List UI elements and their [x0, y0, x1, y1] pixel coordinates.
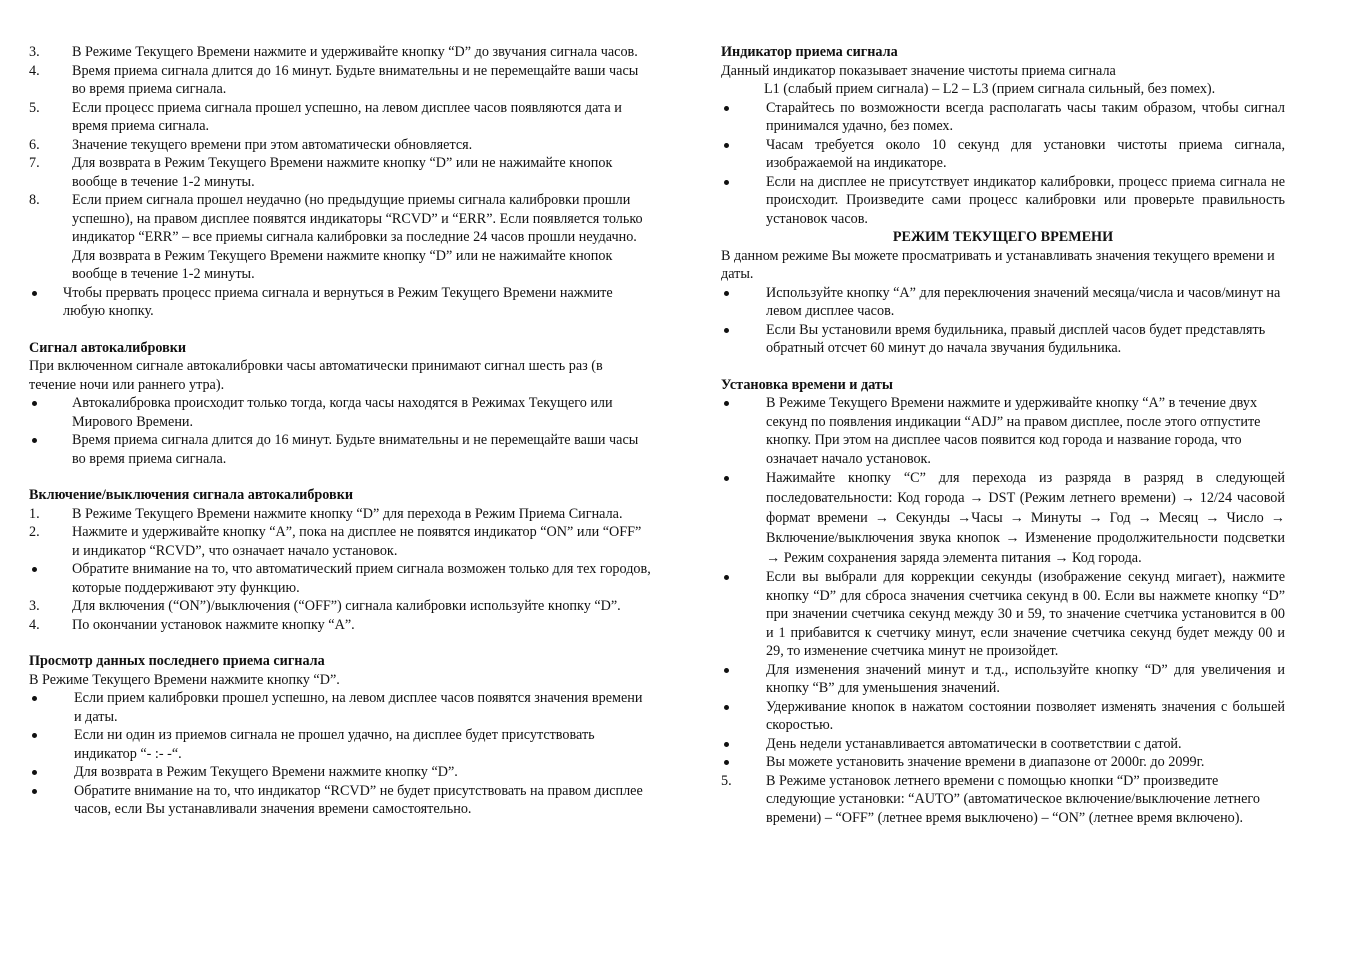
section-heading: Просмотр данных последнего приема сигнала: [29, 653, 325, 669]
bullet-icon: [32, 696, 37, 701]
list-item: 7. Для возврата в Режим Текущего Времени нажмите кнопку “D” или не нажимайте кнопок вообще в течение 1-2 минуты.: [29, 155, 613, 190]
bullet-icon: [724, 668, 729, 673]
bullet-item: Старайтесь по возможности всегда располагать часы таким образом, чтобы сигнал принимался удачно, без помех.: [721, 99, 1285, 136]
bullet-icon: [724, 106, 729, 111]
bullet-icon: [32, 438, 37, 443]
bullet-item: Если ни один из приемов сигнала не прошел удачно, на дисплее будет присутствовать индикатор “- :- -“.: [29, 726, 651, 763]
bullet-item: Нажимайте кнопку “C” для перехода из разряда в разряд в следующей последовательности: Код города → DST (Режим летнего времени) → 12/24 часовой формат времени → Секунды →Часы → Минуты → Год → Месяц → Число → Включение/выключения звука кнопок → Изменение продолжительности подсветки → Режим сохранения заряда элемента питания → Код города.: [721, 468, 1285, 568]
bullet-icon: [724, 401, 729, 406]
list-item: 4. По окончании установок нажмите кнопку “A”.: [29, 616, 355, 633]
bullet-item: Чтобы прервать процесс приема сигнала и вернуться в Режим Текущего Времени нажмите любую кнопку.: [29, 284, 651, 321]
section-heading: Индикатор приема сигнала: [721, 44, 898, 60]
bullet-item: Автокалибровка происходит только тогда, когда часы находятся в Режимах Текущего или Мирового Времени.: [29, 394, 651, 431]
bullet-item: В Режиме Текущего Времени нажмите и удерживайте кнопку “A” в течение двух секунд по появления индикации “ADJ” на правом дисплее, после этого отпустите кнопку. При этом на дисплее часов появится код города и название города, что означает начало установок.: [721, 394, 1285, 468]
bullet-icon: [32, 770, 37, 775]
bullet-item: Если вы выбрали для коррекции секунды (изображение секунд мигает), нажмите кнопку “D” для сброса значения счетчика секунд в 00. Если вы нажмете кнопку “D” при значении счетчика секунд между 30 и 59, то значение счетчика установится в 00 и 1 прибавится к счетчику минут, если значение счетчика секунд будет между 00 и 29, то изменение счетчика минут не произойдет.: [721, 568, 1285, 661]
section-intro: При включенном сигнале автокалибровки часы автоматически принимают сигнал шесть раз (в течение ночи или раннего утра).: [29, 358, 603, 393]
bullet-item: Время приема сигнала длится до 16 минут. Будьте внимательны и не перемещайте ваши часы во время приема сигнала.: [29, 431, 651, 468]
list-item: 1. В Режиме Текущего Времени нажмите кнопку “D” для перехода в Режим Приема Сигнала.: [29, 505, 623, 522]
list-item: 2. Нажмите и удерживайте кнопку “A”, пока на дисплее не появятся индикатор “ON” или “OFF” и индикатор “RCVD”, что означает начало установок.: [29, 524, 642, 559]
bullet-icon: [32, 291, 37, 296]
section-heading: Установка времени и даты: [721, 376, 893, 393]
right-column: [721, 43, 1285, 827]
bullet-icon: [724, 476, 729, 481]
bullet-item: Вы можете установить значение времени в диапазоне от 2000г. до 2099г.: [721, 753, 1285, 772]
bullet-icon: [724, 180, 729, 185]
bullet-item: Удерживание кнопок в нажатом состоянии позволяет изменять значения с большей скоростью.: [721, 698, 1285, 735]
section-intro: В данном режиме Вы можете просматривать и устанавливать значения текущего времени и даты.: [721, 247, 1275, 282]
section-heading: Сигнал автокалибровки: [29, 339, 187, 356]
section-intro: В Режиме Текущего Времени нажмите кнопку “D”.: [29, 671, 340, 688]
list-item: 3. Для включения (“ON”)/выключения (“OFF”) сигнала калибровки используйте кнопку “D”.: [29, 598, 621, 614]
list-item: 5. В Режиме установок летнего времени с помощью кнопки “D” произведите следующие установки: “AUTO” (автоматическое включение/выключение летнего времени) – “OFF” (летнее время выключено) – “ON” (летнее время включено).: [721, 772, 1260, 826]
bullet-item: День недели устанавливается автоматически в соответствии с датой.: [721, 735, 1285, 754]
bullet-item: Если прием калибровки прошел успешно, на левом дисплее часов появятся значения времени и даты.: [29, 689, 651, 726]
left-column: [29, 43, 651, 819]
bullet-icon: [724, 575, 729, 580]
bullet-icon: [32, 401, 37, 406]
bullet-icon: [724, 760, 729, 765]
bullet-item: Если на дисплее не присутствует индикатор калибровки, процесс приема сигнала не происходит. Произведите сами процесс калибровки или проверьте правильность установок часов.: [721, 173, 1285, 229]
list-item: 6. Значение текущего времени при этом автоматически обновляется.: [29, 136, 473, 153]
bullet-item: Используйте кнопку “A” для переключения значений месяца/числа и часов/минут на левом дисплее часов.: [721, 284, 1285, 321]
bullet-item: Обратите внимание на то, что индикатор “RCVD” не будет присутствовать на правом дисплее часов, если Вы устанавливали значения времени самостоятельно.: [29, 782, 651, 819]
bullet-icon: [32, 567, 37, 572]
bullet-item: Часам требуется около 10 секунд для установки чистоты приема сигнала, изображаемой на индикаторе.: [721, 136, 1285, 173]
bullet-icon: [724, 705, 729, 710]
bullet-icon: [724, 291, 729, 296]
bullet-icon: [32, 789, 37, 794]
bullet-icon: [724, 143, 729, 148]
bullet-item: Для возврата в Режим Текущего Времени нажмите кнопку “D”.: [29, 763, 651, 782]
section-title: РЕЖИМ ТЕКУЩЕГО ВРЕМЕНИ: [892, 229, 1114, 245]
bullet-item: Для изменения значений минут и т.д., используйте кнопку “D” для увеличения и кнопку “B” для уменьшения значений.: [721, 661, 1285, 698]
bullet-icon: [724, 328, 729, 333]
section-intro: Данный индикатор показывает значение чистоты приема сигнала: [721, 62, 1116, 79]
list-item: 5. Если процесс приема сигнала прошел успешно, на левом дисплее часов появляются дата и время приема сигнала.: [29, 99, 622, 134]
bullet-icon: [32, 733, 37, 738]
signal-levels: L1 (слабый прием сигнала) – L2 – L3 (прием сигнала сильный, без помех).: [764, 81, 1216, 97]
bullet-icon: [724, 742, 729, 747]
list-item: 8. Если прием сигнала прошел неудачно (но предыдущие приемы сигнала калибровки прошли успешно), на правом дисплее появятся индикаторы “RCVD” и “ERR”. Если появляется только индикатор “ERR” – все приемы сигнала калибровки за последние 24 часов прошли неудачно. Для возврата в Режим Текущего Времени нажмите кнопку “D” или не нажимайте кнопок вообще в течение 1-2 минуты.: [29, 192, 643, 282]
list-item: 3. В Режиме Текущего Времени нажмите и удерживайте кнопку “D” до звучания сигнала часов.: [29, 44, 638, 60]
bullet-item: Если Вы установили время будильника, правый дисплей часов будет представлять обратный отсчет 60 минут до начала звучания будильника.: [721, 321, 1285, 358]
bullet-item: Обратите внимание на то, что автоматический прием сигнала возможен только для тех городов, которые поддерживают эту функцию.: [29, 560, 651, 597]
list-item: 4. Время приема сигнала длится до 16 минут. Будьте внимательны и не перемещайте ваши часы во время приема сигнала.: [29, 62, 639, 97]
section-heading: Включение/выключения сигнала автокалибровки: [29, 487, 354, 503]
